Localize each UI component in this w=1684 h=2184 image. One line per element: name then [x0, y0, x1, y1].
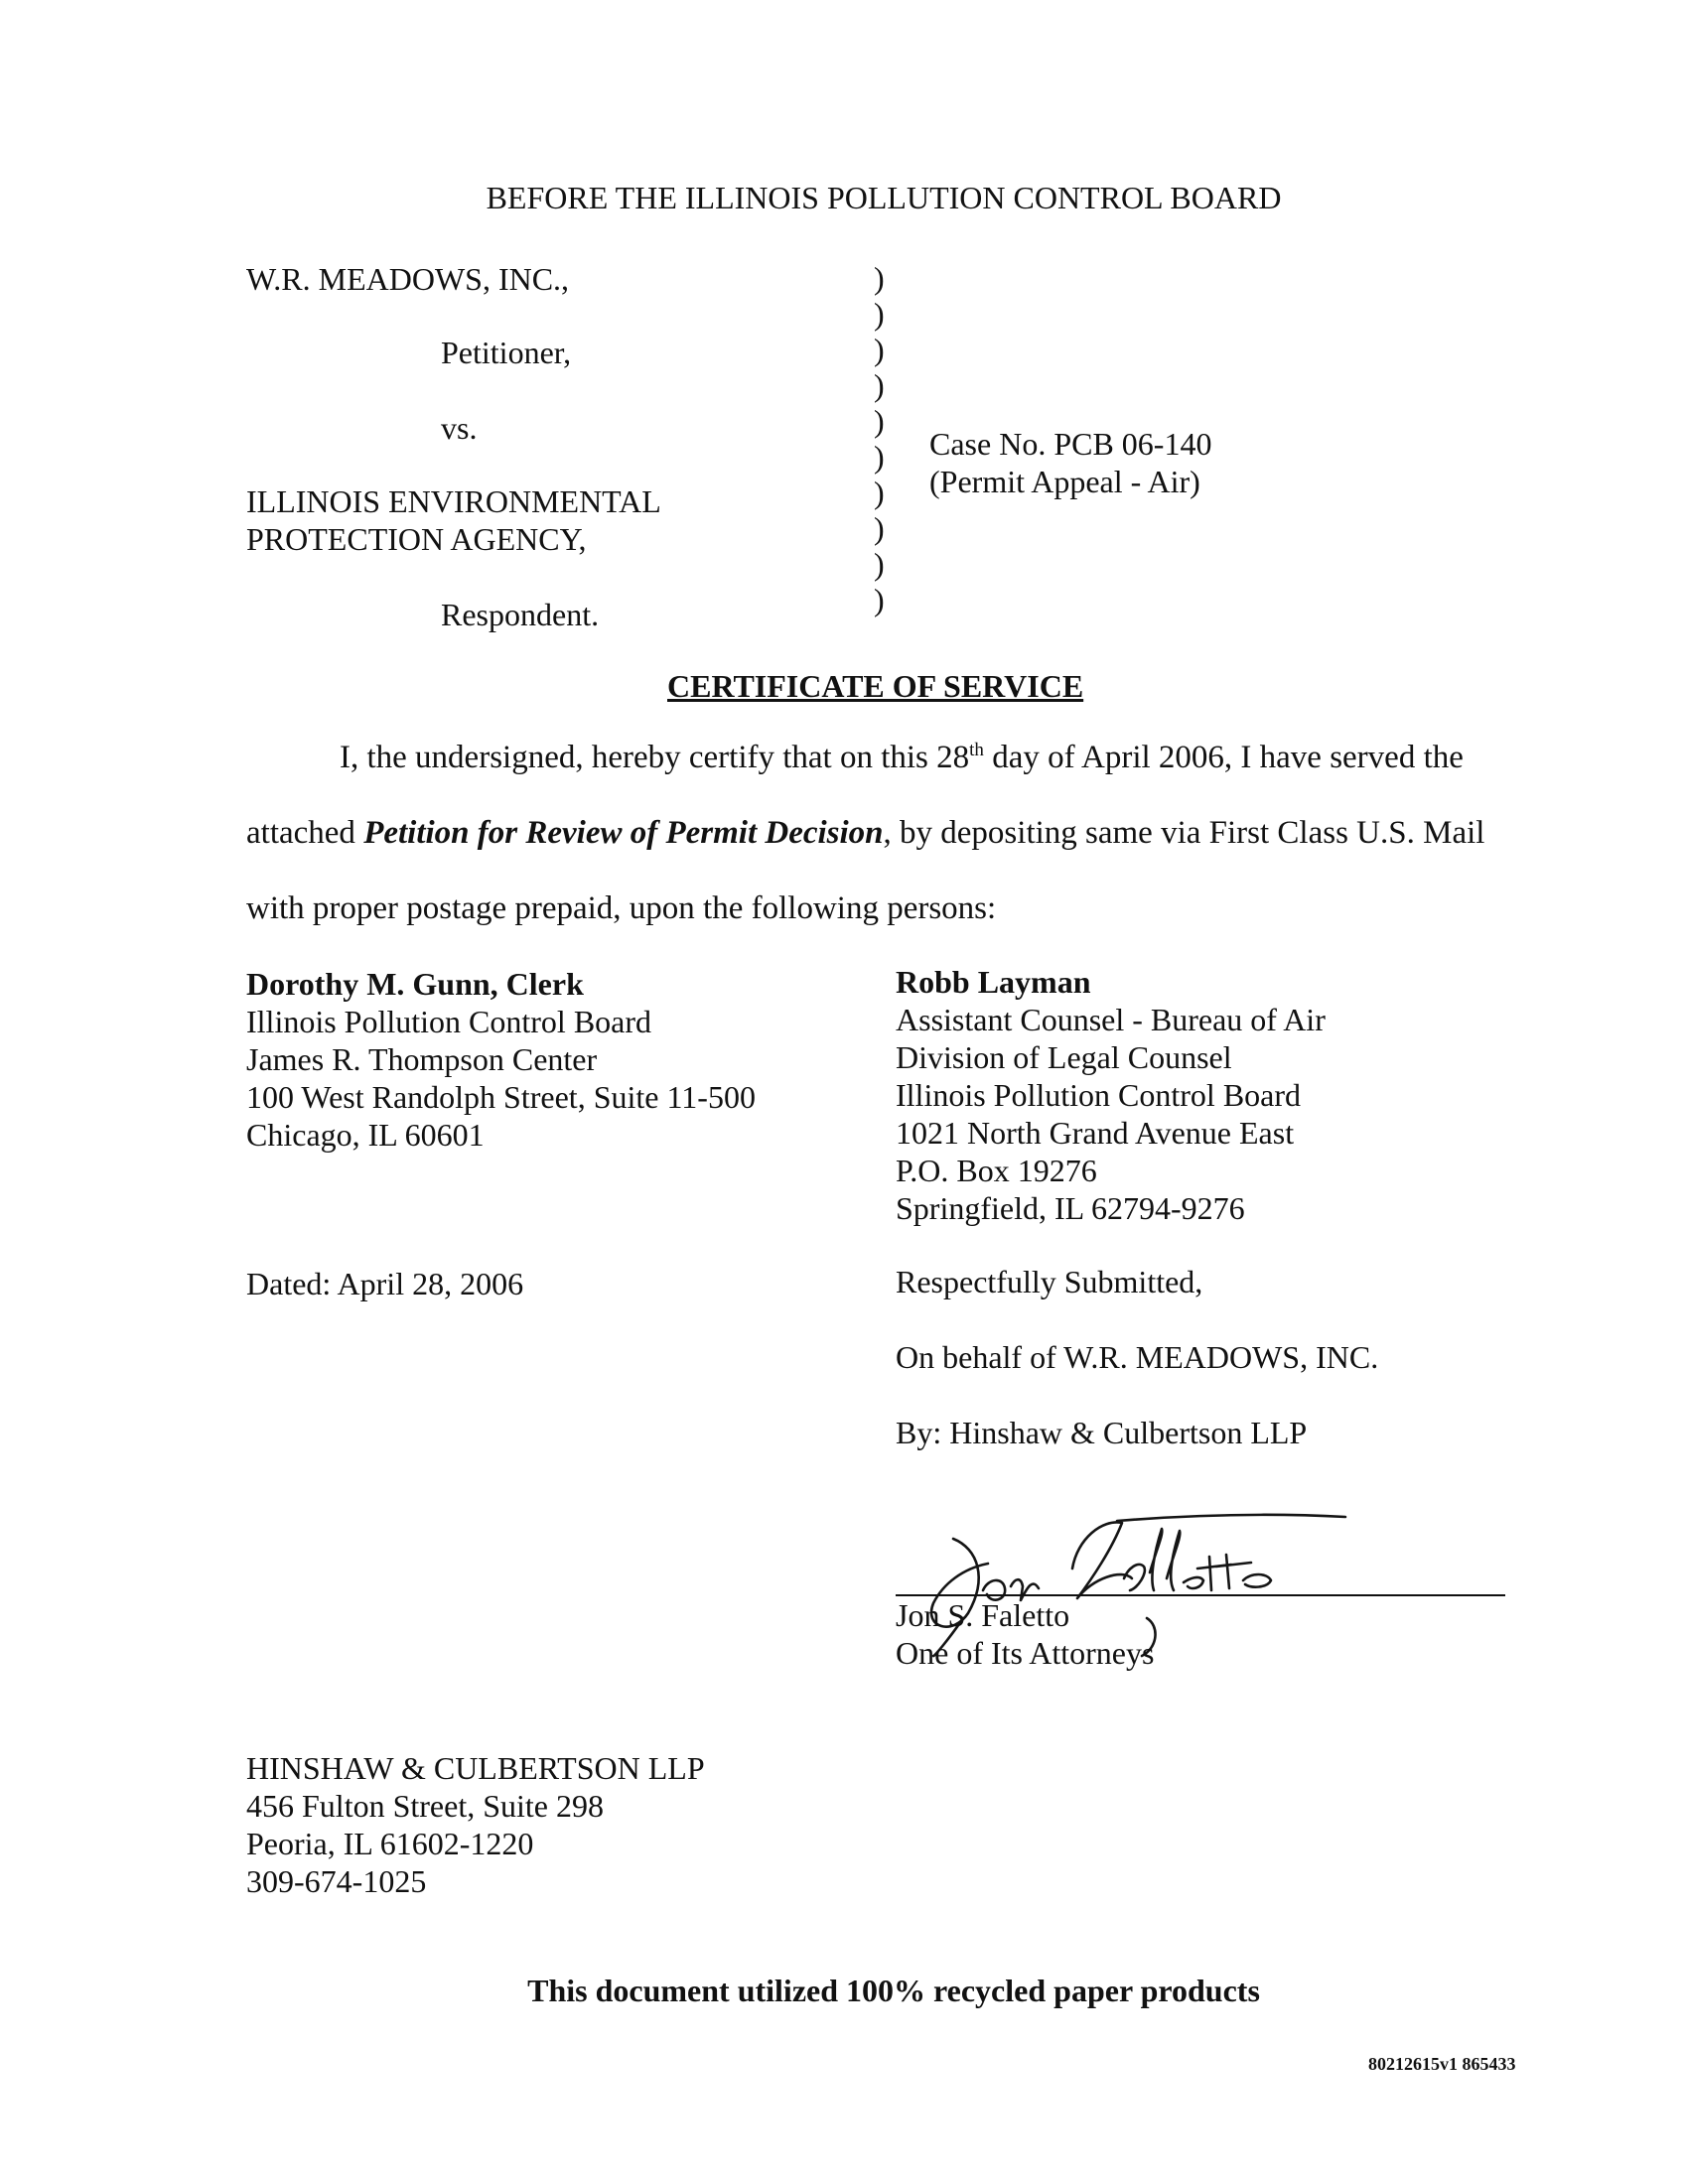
- case-number: Case No. PCB 06-140: [929, 426, 1212, 462]
- petitioner-name: W.R. MEADOWS, INC.,: [246, 261, 570, 297]
- recipient-left-line: Chicago, IL 60601: [246, 1117, 485, 1153]
- caption-paren: ): [874, 403, 885, 439]
- firm-line: 456 Fulton Street, Suite 298: [246, 1788, 604, 1824]
- firm-line: HINSHAW & CULBERTSON LLP: [246, 1750, 705, 1786]
- caption-paren: ): [874, 475, 885, 510]
- case-type: (Permit Appeal - Air): [929, 464, 1200, 499]
- recipient-left-line: Illinois Pollution Control Board: [246, 1004, 652, 1039]
- body-line-3: with proper postage prepaid, upon the following persons:: [246, 890, 997, 926]
- body-line-2: [246, 814, 1484, 852]
- recipient-right-line: 1021 North Grand Avenue East: [896, 1115, 1295, 1151]
- body-line-2-post: , by depositing same via First Class U.S. Mail: [883, 815, 1485, 851]
- firm-line: 309-674-1025: [246, 1863, 427, 1899]
- caption-paren: ): [874, 546, 885, 582]
- respectfully-submitted: Respectfully Submitted,: [896, 1264, 1203, 1299]
- on-behalf-of: On behalf of W.R. MEADOWS, INC.: [896, 1339, 1379, 1375]
- caption-paren: ): [874, 260, 885, 296]
- petitioner-role: Petitioner,: [441, 335, 572, 370]
- recipient-left-line: 100 West Randolph Street, Suite 11-500: [246, 1079, 756, 1115]
- firm-block: [246, 1749, 705, 1900]
- recipient-right-name: Robb Layman: [896, 964, 1091, 1000]
- by-firm: By: Hinshaw & Culbertson LLP: [896, 1415, 1308, 1450]
- body-line-1-pre: I, the undersigned, hereby certify that on this 28: [340, 740, 970, 775]
- caption-paren: ): [874, 296, 885, 332]
- recipient-left: [246, 965, 756, 1154]
- recipient-right-line: Illinois Pollution Control Board: [896, 1077, 1302, 1113]
- recipient-right: [896, 963, 1326, 1227]
- respondent-name-line2: PROTECTION AGENCY,: [246, 521, 587, 557]
- body-line-1: [340, 739, 1464, 776]
- recipient-left-line: James R. Thompson Center: [246, 1041, 598, 1077]
- recipient-right-line: Assistant Counsel - Bureau of Air: [896, 1002, 1326, 1037]
- respondent-role: Respondent.: [441, 597, 600, 632]
- recipient-right-line: Springfield, IL 62794-9276: [896, 1190, 1245, 1226]
- dated-line: Dated: April 28, 2006: [246, 1266, 524, 1301]
- document-title: Petition for Review of Permit Decision: [363, 815, 884, 851]
- document-id: 80212615v1 865433: [1368, 2054, 1516, 2074]
- caption-paren: ): [874, 510, 885, 546]
- court-title: BEFORE THE ILLINOIS POLLUTION CONTROL BOARD: [486, 180, 1282, 215]
- versus-label: vs.: [441, 410, 478, 446]
- recipient-right-line: P.O. Box 19276: [896, 1153, 1097, 1188]
- firm-line: Peoria, IL 61602-1220: [246, 1826, 534, 1861]
- body-line-1-post: day of April 2006, I have served the: [983, 740, 1464, 775]
- footer-note: This document utilized 100% recycled paper products: [527, 1973, 1260, 2008]
- caption-paren: ): [874, 439, 885, 475]
- caption-paren: ): [874, 367, 885, 403]
- caption-paren-column: [874, 260, 885, 617]
- respondent-name-line1: ILLINOIS ENVIRONMENTAL: [246, 483, 661, 519]
- certificate-heading: CERTIFICATE OF SERVICE: [667, 668, 1084, 704]
- recipient-left-name: Dorothy M. Gunn, Clerk: [246, 966, 584, 1002]
- caption-paren: ): [874, 582, 885, 617]
- recipient-right-line: Division of Legal Counsel: [896, 1039, 1232, 1075]
- caption-paren: ): [874, 332, 885, 367]
- signer-name: Jon S. Faletto: [896, 1597, 1070, 1633]
- ordinal-suffix: th: [969, 740, 984, 760]
- signer-title: One of Its Attorneys: [896, 1635, 1155, 1671]
- body-line-2-pre: attached: [246, 815, 364, 851]
